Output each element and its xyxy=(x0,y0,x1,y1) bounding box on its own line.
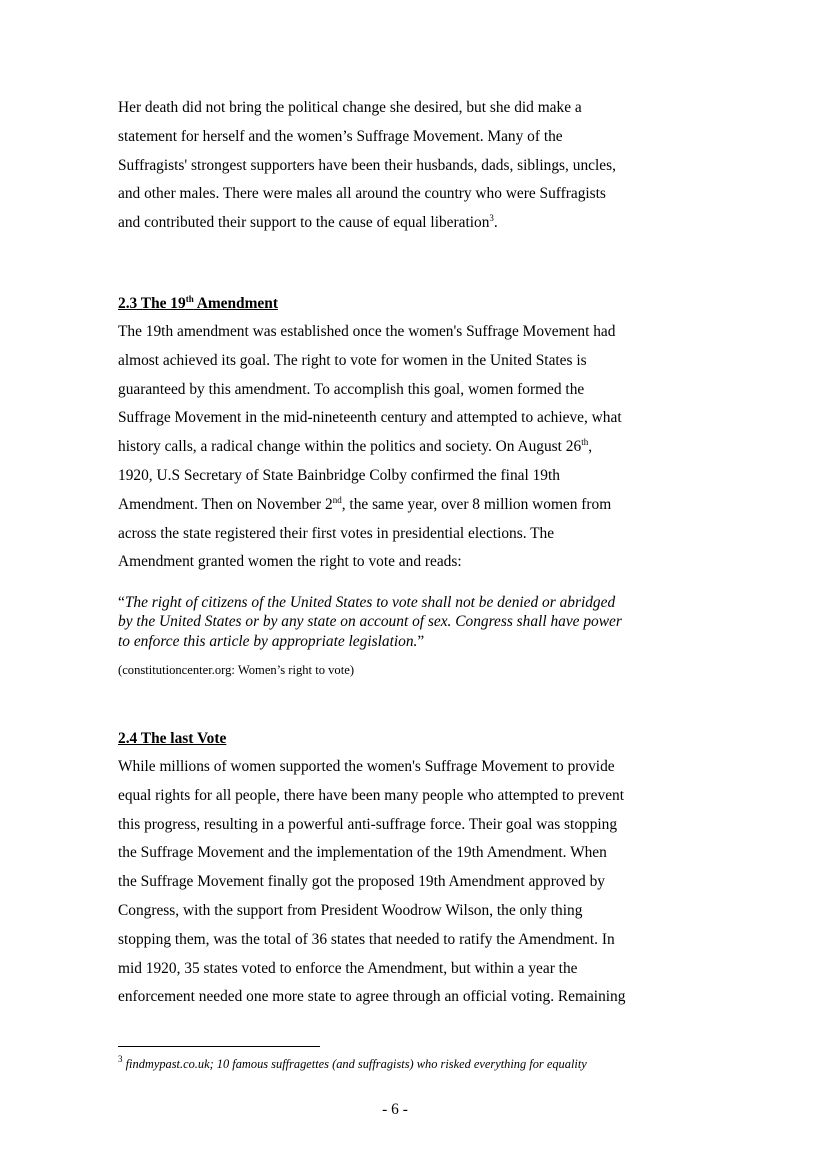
superscript: nd xyxy=(332,494,342,505)
section-heading-2-4: 2.4 The last Vote xyxy=(118,730,227,747)
text-line: The 19th amendment was established once the women's Suffrage Movement had xyxy=(118,323,616,340)
page-number: - 6 - xyxy=(382,1101,408,1118)
footnote xyxy=(118,1055,587,1073)
text-line: enforcement needed one more state to agree through an official voting. Remaining xyxy=(118,988,626,1006)
quote-line xyxy=(118,632,698,651)
text-line: almost achieved its goal. The right to vote for women in the United States is xyxy=(118,351,587,369)
quote-text: to enforce this article by appropriate legislation. xyxy=(118,632,418,650)
text-fragment: . xyxy=(493,214,498,232)
heading-text: 2.3 The 19 xyxy=(118,295,186,312)
text-fragment: history calls, a radical change within the politics and society. On August 26 xyxy=(118,438,582,456)
text-line: and other males. There were males all around the country who were Suffragists xyxy=(118,185,606,203)
footnote-separator xyxy=(118,1046,320,1047)
section-heading-2-3 xyxy=(118,292,278,316)
footnote-number: 3 xyxy=(118,1054,123,1064)
text-line: 1920, U.S Secretary of State Bainbridge Colby confirmed the final 19th xyxy=(118,466,560,484)
section-2-4-paragraph xyxy=(118,753,678,1012)
footnote-text: findmypast.co.uk; 10 famous suffragettes (and suffragists) who risked everything for equality xyxy=(125,1057,587,1071)
text-line: Amendment granted women the right to vote and reads: xyxy=(118,553,462,571)
text-line xyxy=(118,491,678,520)
text-line: Her death did not bring the political change she desired, but she did make a xyxy=(118,99,582,116)
heading-superscript: th xyxy=(185,294,194,304)
text-line: Suffragists' strongest supporters have been their husbands, dads, siblings, uncles, xyxy=(118,156,616,174)
text-line: the Suffrage Movement finally got the proposed 19th Amendment approved by xyxy=(118,873,605,891)
quote-mark: ” xyxy=(417,632,425,650)
text-line xyxy=(118,209,678,238)
intro-paragraph xyxy=(118,94,678,238)
text-line: guaranteed by this amendment. To accomplish this goal, women formed the xyxy=(118,380,585,398)
text-line: Congress, with the support from President Woodrow Wilson, the only thing xyxy=(118,901,583,919)
text-line: While millions of women supported the women's Suffrage Movement to provide xyxy=(118,758,615,775)
text-fragment: Amendment. Then on November 2 xyxy=(118,495,333,513)
source-citation: (constitutioncenter.org: Women’s right to vote) xyxy=(118,663,355,677)
text-line xyxy=(118,433,678,462)
quote-text: by the United States or by any state on account of sex. Congress shall have power xyxy=(118,613,622,631)
block-quote xyxy=(118,593,698,651)
text-line: statement for herself and the women’s Suffrage Movement. Many of the xyxy=(118,127,563,145)
text-line: across the state registered their first votes in presidential elections. The xyxy=(118,524,555,542)
heading-text: Amendment xyxy=(193,295,278,312)
quote-line xyxy=(118,612,698,631)
text-fragment: , the same year, over 8 million women from xyxy=(341,495,612,513)
quote-source xyxy=(118,661,678,679)
text-line: mid 1920, 35 states voted to enforce the Amendment, but within a year the xyxy=(118,959,578,977)
text-line: Suffrage Movement in the mid-nineteenth century and attempted to achieve, what xyxy=(118,409,622,427)
text-line: this progress, resulting in a powerful anti-suffrage force. Their goal was stopping xyxy=(118,815,618,833)
superscript: th xyxy=(581,437,589,448)
quote-text: The right of citizens of the United States to vote shall not be denied or abridged xyxy=(124,594,616,611)
text-fragment: , xyxy=(588,438,593,456)
text-line: equal rights for all people, there have been many people who attempted to prevent xyxy=(118,786,624,804)
quote-mark: “ xyxy=(118,594,125,611)
footnote-reference: 3 xyxy=(489,213,494,224)
text-line: the Suffrage Movement and the implementation of the 19th Amendment. When xyxy=(118,844,607,862)
section-2-3-paragraph xyxy=(118,318,678,577)
text-line: stopping them, was the total of 36 states that needed to ratify the Amendment. In xyxy=(118,930,615,948)
quote-line xyxy=(118,593,698,612)
text-fragment: and contributed their support to the cause of equal liberation xyxy=(118,214,490,232)
